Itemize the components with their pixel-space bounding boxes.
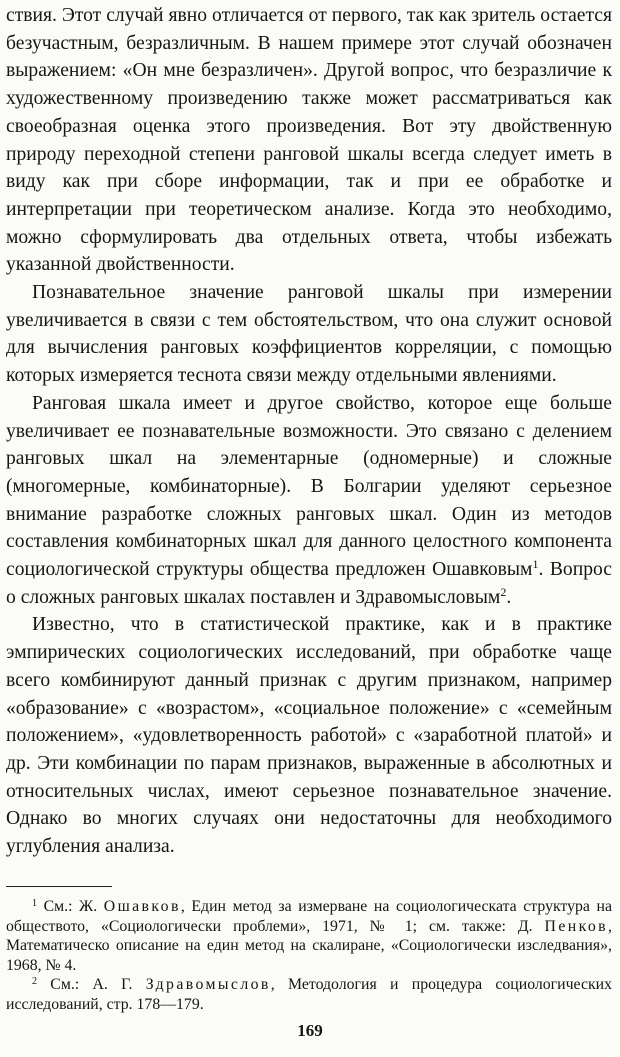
footnote-mark-2: 2 — [500, 584, 507, 599]
footnote-1-text-2: , Математическо описание на един метод на скалиране, «Социологически изследвания», 1968, № 4. — [6, 917, 612, 974]
footnote-2-prefix: См.: А. Г. — [50, 976, 146, 993]
footnote-1-author: Ошавков — [103, 898, 181, 915]
paragraph-3-end: . — [506, 586, 512, 608]
footnote-2-text: , Методология и процедура социологических исследований, стр. 178—179. — [6, 976, 612, 1013]
main-text — [6, 2, 612, 861]
footnote-1-mark: 1 — [32, 898, 37, 909]
page-number: 169 — [297, 1021, 323, 1040]
footnote-mark-1: 1 — [532, 557, 539, 572]
paragraph-4: Известно, что в статистической практике, как и в практике эмпирических социологических исследований, при обработке чаще всего комбинируют данный признак с другим признаком, например «образование» с «возрастом», «социальное положение» с «семейным положением», «удовлетворенность работой» с «заработной платой» и др. Эти комбинации по парам признаков, выраженные в абсолютных и относительных числах, имеют серьезное познавательное значение. Однако во многих случаях они недостаточны для необходимого углубления анализа. — [6, 614, 612, 858]
paragraph-3-part-1: Ранговая шкала имеет и другое свойство, которое еще больше увеличивает ее познавательные возможности. Это связано с делением ранговых шкал на элементарные (одномерные) и сложные (многомерные, комбинаторные). В Болгарии уделяют серьезное внимание разработке сложных ранговых шкал. Один из методов составления комбинаторных шкал для данного целостного компонента социологической структуры общества предложен Ошавковым — [6, 392, 612, 581]
footnote-1-text: , Един метод за измерване на социологическата структура на обществото, «Социологически проблеми», 1971, № 1; см. также: Д. — [6, 898, 612, 935]
footnote-1-author-2: Пенков — [544, 917, 609, 935]
paragraph-1: ствия. Этот случай явно отличается от первого, так как зритель остается безучастным, безразличным. В нашем примере этот случай обозначен выражением: «Он мне безразличен». Другой вопрос, что безразличие к художественному произведению также может рассматриваться как своеобразная оценка этого произведения. Вот эту двойственную природу переходной степени ранговой шкалы всегда следует иметь в виду как при сборе информации, так и при ее обработке и интерпретации при теоретическом анализе. Когда это необходимо, можно сформулировать два отдельных ответа, чтобы избежать указанной двойственности. — [6, 5, 612, 276]
paragraph-3 — [6, 390, 612, 612]
footnote-1 — [6, 897, 612, 975]
footnote-2-mark: 2 — [32, 976, 37, 987]
paragraph-2: Познавательное значение ранговой шкалы при измерении увеличивается в связи с тем обстоятельством, что она служит основой для вычисления ранговых коэффициентов корреляции, с помощью которых измеряется теснота связи между отдельными явлениями. — [6, 282, 612, 387]
footnote-1-prefix: См.: Ж. — [43, 898, 104, 915]
footnote-divider — [6, 886, 112, 887]
footnote-2-author: Здравомыслов — [145, 976, 271, 993]
paragraph-3-part-2: . Вопрос о сложных ранговых шкалах поставлен и Здравомысловым — [6, 559, 612, 608]
footnotes — [6, 897, 612, 1014]
footnote-2 — [6, 975, 612, 1014]
